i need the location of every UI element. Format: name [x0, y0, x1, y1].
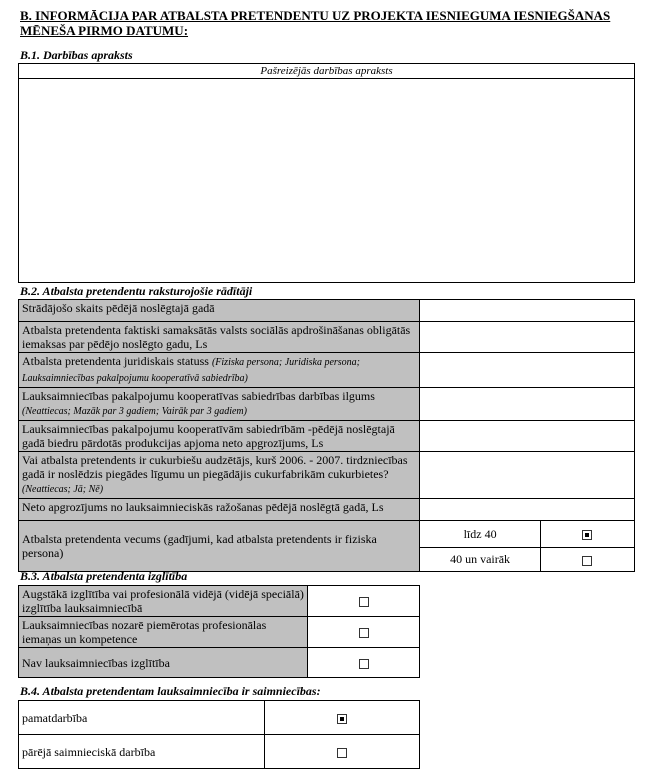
b4-row [19, 701, 420, 735]
b2-row [19, 388, 635, 421]
section-heading: B. INFORMĀCIJA PAR ATBALSTA PRETENDENTU UZ PROJEKTA IESNIEGUMA IESNIEGŠANAS MĒNEŠA PIRMO DATUMU: [20, 8, 611, 38]
b4-row-label: pārējā saimnieciskā darbība [19, 735, 265, 769]
b3-row-label: Nav lauksaimniecības izglītība [19, 648, 308, 678]
b3-row-checkbox-cell [308, 648, 420, 678]
checked-checkbox-icon[interactable] [337, 714, 347, 724]
b1-description-field[interactable] [19, 79, 635, 283]
b2-row-label: Neto apgrozījums no lauksaimnieciskās ražošanas pēdējā noslēgtā gadā, Ls [22, 500, 384, 514]
b4-row [19, 735, 420, 769]
checkbox-icon[interactable] [359, 659, 369, 669]
b2-row [19, 421, 635, 452]
b4-row-label: pamatdarbība [19, 701, 265, 735]
b3-row-checkbox-cell [308, 586, 420, 617]
age-option-label: līdz 40 [420, 521, 540, 547]
b2-row-hint: (Fiziska persona; Juridiska persona; Lauksaimniecības pakalpojumu kooperatīvā sabiedrība) [22, 357, 361, 384]
b2-row [19, 300, 635, 322]
b2-row-value-field[interactable] [420, 300, 635, 322]
b2-row-label: Atbalsta pretendenta juridiskais statuss [22, 354, 209, 368]
checkbox-icon[interactable] [337, 748, 347, 758]
b4-title: B.4. Atbalsta pretendentam lauksaimniecība ir saimniecības: [20, 684, 321, 698]
b2-row-label-cell [19, 322, 420, 353]
b2-row-value-field[interactable] [420, 388, 635, 421]
b2-row [19, 322, 635, 353]
b2-row-label: Atbalsta pretendenta faktiski samaksātās valsts sociālās apdrošināšanas obligātās iemaksas par pēdējo noslēgto gadu, Ls [22, 323, 411, 351]
checkbox-icon[interactable] [359, 628, 369, 638]
b2-row-hint: (Neattiecas; Jā; Nē) [22, 484, 104, 495]
b2-row-value-field[interactable] [420, 452, 635, 499]
checkbox-icon[interactable] [582, 556, 592, 566]
b2-row-label-cell [19, 388, 420, 421]
b2-row [19, 353, 635, 388]
b2-row-value-field[interactable] [420, 421, 635, 452]
b2-row-value-field[interactable] [420, 499, 635, 521]
b2-row-label-cell [19, 353, 420, 388]
b2-row [19, 452, 635, 499]
b2-row-hint: (Neattiecas; Mazāk par 3 gadiem; Vairāk par 3 gadiem) [22, 406, 247, 417]
b2-row-label: Lauksaimniecības pakalpojumu kooperatīvas sabiedrības darbības ilgums [22, 389, 375, 403]
b3-row [19, 617, 420, 648]
b1-title: B.1. Darbības apraksts [20, 48, 133, 62]
b2-age-label: Atbalsta pretendenta vecums (gadījumi, kad atbalsta pretendents ir fiziska persona) [19, 521, 420, 572]
b3-table [18, 585, 420, 678]
b3-title: B.3. Atbalsta pretendenta izglītība [20, 569, 188, 583]
b2-row-label-cell [19, 499, 420, 521]
b4-row-checkbox-cell [265, 735, 420, 769]
checked-checkbox-icon[interactable] [582, 530, 592, 540]
age-option-row [420, 521, 634, 547]
b2-row-label-cell [19, 300, 420, 322]
b3-row [19, 586, 420, 617]
b2-table [18, 299, 635, 572]
b2-age-options-cell [420, 521, 635, 572]
b2-row-value-field[interactable] [420, 322, 635, 353]
b1-table-header: Pašreizējās darbības apraksts [19, 64, 635, 79]
b2-row [19, 499, 635, 521]
b1-table [18, 63, 635, 283]
age-option-checkbox-cell [540, 547, 634, 571]
b2-row-label: Strādājošo skaits pēdējā noslēgtajā gadā [22, 301, 215, 315]
b3-row-checkbox-cell [308, 617, 420, 648]
age-option-row [420, 547, 634, 571]
b2-row-label: Vai atbalsta pretendents ir cukurbiešu audzētājs, kurš 2006. - 2007. tirdzniecības gadā ir noslēdzis piegādes līgumu un piegādājis cukurfabrikām cukurbietes? [22, 453, 408, 481]
b3-row-label: Lauksaimniecības nozarē piemērotas profesionālas iemaņas un kompetence [19, 617, 308, 648]
b3-row [19, 648, 420, 678]
b4-table [18, 700, 420, 769]
b2-row-label-cell [19, 452, 420, 499]
b3-row-label: Augstākā izglītība vai profesionālā vidējā (vidējā speciālā) izglītība lauksaimniecībā [19, 586, 308, 617]
b2-row-label: Lauksaimniecības pakalpojumu kooperatīvām sabiedrībām -pēdējā noslēgtajā gadā biedru pārdotās produkcijas apjoma neto apgrozījums, Ls [22, 422, 395, 450]
b4-row-checkbox-cell [265, 701, 420, 735]
b2-title: B.2. Atbalsta pretendentu raksturojošie rādītāji [20, 284, 253, 298]
b2-row-value-field[interactable] [420, 353, 635, 388]
b2-row-label-cell [19, 421, 420, 452]
age-option-label: 40 un vairāk [420, 547, 540, 571]
age-option-checkbox-cell [540, 521, 634, 547]
checkbox-icon[interactable] [359, 597, 369, 607]
